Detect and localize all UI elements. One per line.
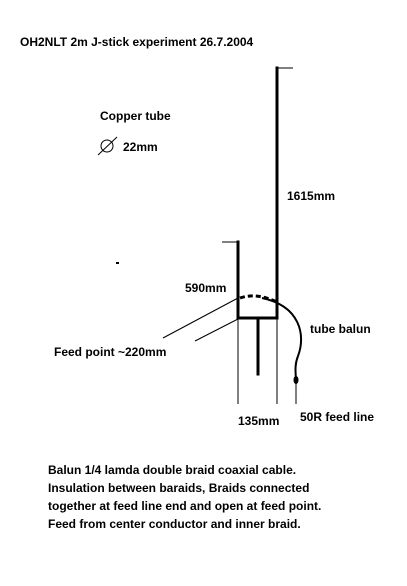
long-element-length: 1615mm bbox=[287, 189, 336, 203]
feed-line-curve bbox=[262, 298, 301, 382]
note-line-2: Insulation between baraids, Braids connected bbox=[48, 481, 310, 495]
diameter-value: 22mm bbox=[123, 140, 158, 154]
note-line-1: Balun 1/4 lamda double braid coaxial cable. bbox=[48, 463, 297, 477]
spacing-label: 135mm bbox=[238, 414, 280, 428]
feed-point-label: Feed point ~220mm bbox=[54, 345, 167, 359]
short-element-length: 590mm bbox=[185, 281, 227, 295]
diameter-symbol-icon bbox=[98, 137, 117, 155]
notes-block bbox=[48, 463, 321, 531]
short-stub bbox=[222, 242, 238, 318]
feed-line-label: 50R feed line bbox=[300, 410, 375, 424]
diagram-title: OH2NLT 2m J-stick experiment 26.7.2004 bbox=[20, 35, 254, 49]
note-line-3: together at feed line end and open at feed point. bbox=[48, 499, 322, 513]
feed-point-leaders bbox=[163, 298, 238, 341]
stray-dot bbox=[116, 262, 119, 264]
note-line-4: Feed from center conductor and inner braid. bbox=[48, 517, 301, 531]
j-bottom-section bbox=[238, 318, 277, 404]
balun-label: tube balun bbox=[310, 322, 371, 336]
material-label: Copper tube bbox=[100, 109, 171, 123]
